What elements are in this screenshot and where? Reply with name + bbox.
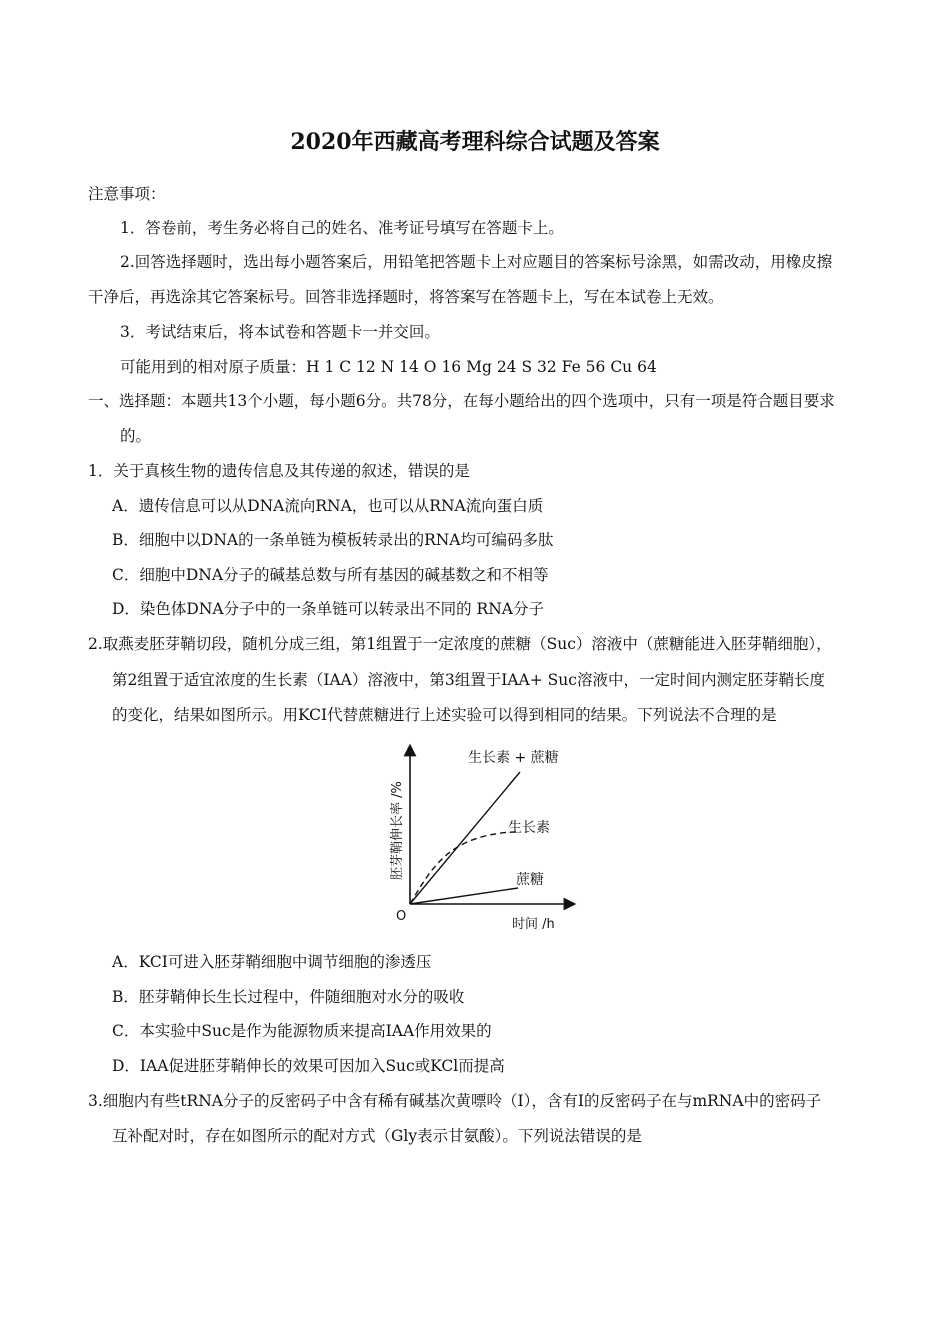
growth-chart xyxy=(370,740,580,935)
q1-option-b: B．细胞中以DNA的一条单链为模板转录出的RNA均可编码多肽 xyxy=(112,531,554,549)
q2-option-d: D．IAA促进胚芽鞘伸长的效果可因加入Suc或KCl而提高 xyxy=(112,1057,505,1075)
section1-heading-cont: 的。 xyxy=(120,427,152,445)
q3-stem-2: 互补配对时，存在如图所示的配对方式（Gly表示甘氨酸）。下列说法错误的是 xyxy=(112,1127,642,1145)
q1-option-d: D．染色体DNA分子中的一条单链可以转录出不同的 RNA分子 xyxy=(112,600,544,618)
notice-item-3: 3．考试结束后，将本试卷和答题卡一并交回。 xyxy=(120,323,440,341)
page-title: 2020年西藏高考理科综合试题及答案 xyxy=(290,129,660,155)
q2-stem-3: 的变化，结果如图所示。用KCI代替蔗糖进行上述实验可以得到相同的结果。下列说法不合理的是 xyxy=(112,706,777,724)
q2-stem-2: 第2组置于适宜浓度的生长素（IAA）溶液中，第3组置于IAA+ Suc溶液中，一定时间内测定胚芽鞘长度 xyxy=(112,671,825,689)
x-axis-label: 时间 /h xyxy=(512,917,555,932)
series-suc-label: 蔗糖 xyxy=(516,872,544,888)
q2-stem-1: 2.取燕麦胚芽鞘切段，随机分成三组，第1组置于一定浓度的蔗糖（Suc）溶液中（蔗糖能进入胚芽鞘细胞）， xyxy=(88,635,832,653)
origin-label: O xyxy=(396,909,407,924)
notice-item-2-cont: 干净后，再选涂其它答案标号。回答非选择题时，将答案写在答题卡上，写在本试卷上无效。 xyxy=(88,288,724,306)
q1-option-c: C．细胞中DNA分子的碱基总数与所有基因的碱基数之和不相等 xyxy=(112,566,549,584)
q2-option-b: B．胚芽鞘伸长生长过程中，件随细胞对水分的吸收 xyxy=(112,988,465,1006)
series-iaa-line xyxy=(410,832,516,904)
notice-item-2: 2.回答选择题时，选出每小题答案后，用铅笔把答题卡上对应题目的答案标号涂黑，如需改动，用橡皮擦 xyxy=(120,253,833,271)
series-suc-line xyxy=(410,888,518,904)
y-axis-label: 胚芽鞘伸长率 /% xyxy=(390,781,405,880)
series-iaa-suc-line xyxy=(410,772,520,904)
q2-option-a: A．KCI可进入胚芽鞘细胞中调节细胞的渗透压 xyxy=(112,953,432,971)
series-iaa-suc-label: 生长素 + 蔗糖 xyxy=(468,750,559,766)
q2-option-c: C．本实验中Suc是作为能源物质来提高IAA作用效果的 xyxy=(112,1022,492,1040)
notice-heading: 注意事项： xyxy=(88,185,166,203)
series-iaa-label: 生长素 xyxy=(508,820,550,836)
q1-stem: 1．关于真核生物的遗传信息及其传递的叙述，错误的是 xyxy=(88,462,470,480)
q1-option-a: A．遗传信息可以从DNA流向RNA，也可以从RNA流向蛋白质 xyxy=(112,497,544,515)
q3-stem-1: 3.细胞内有些tRNA分子的反密码子中含有稀有碱基次黄嘌呤（I），含有I的反密码子在与mRNA中的密码子 xyxy=(88,1092,822,1110)
atomic-mass-line: 可能用到的相对原子质量：H 1 C 12 N 14 O 16 Mg 24 S 32 Fe 56 Cu 64 xyxy=(120,358,657,376)
notice-item-1: 1．答卷前，考生务必将自己的姓名、准考证号填写在答题卡上。 xyxy=(120,219,564,237)
section1-heading: 一、选择题：本题共13个小题，每小题6分。共78分，在每小题给出的四个选项中，只有一项是符合题目要求 xyxy=(88,392,835,410)
